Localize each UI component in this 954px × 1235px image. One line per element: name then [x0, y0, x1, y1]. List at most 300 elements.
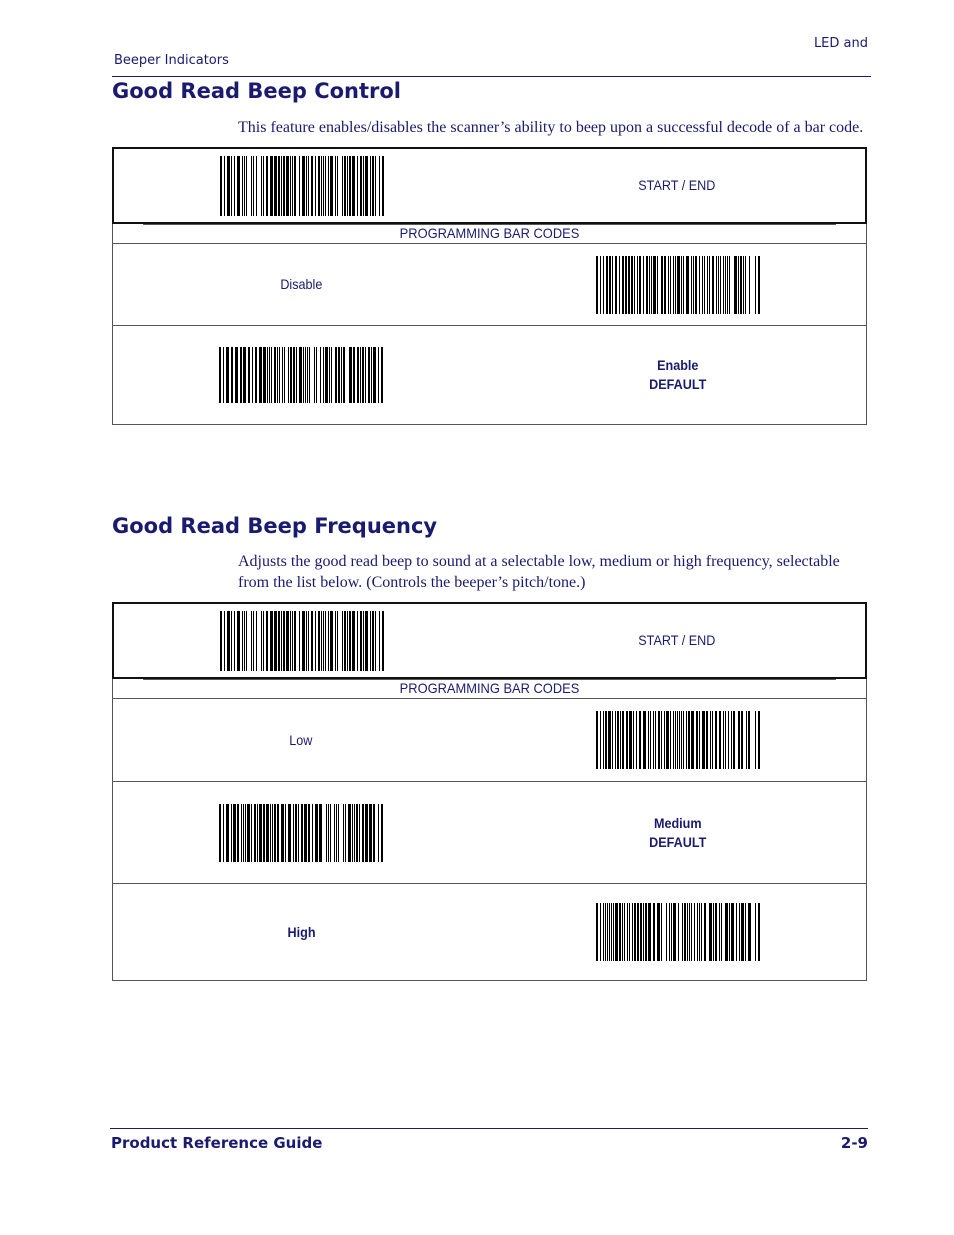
barcode-bar	[277, 347, 278, 403]
barcode-bar	[254, 804, 256, 862]
barcode-bar	[651, 256, 652, 314]
barcode-bar	[311, 156, 313, 216]
barcode-bar	[261, 611, 262, 671]
barcode-bar	[326, 804, 327, 862]
barcode-bar	[292, 611, 293, 671]
barcode-bar	[677, 256, 680, 314]
footer-rule	[110, 1128, 868, 1129]
barcode-bar	[686, 256, 689, 314]
barcode-bar	[293, 804, 294, 862]
barcode-bar	[745, 256, 746, 314]
barcode-bar	[646, 256, 648, 314]
barcode-bar	[234, 156, 235, 216]
barcode-bar	[233, 804, 236, 862]
barcode-bar	[605, 903, 606, 961]
barcode-bar	[755, 903, 756, 961]
barcode-bar	[605, 711, 607, 769]
barcode-bar	[308, 804, 310, 862]
barcode-bar	[719, 903, 720, 961]
start-end-barcode[interactable]	[220, 611, 384, 671]
barcode-bar	[263, 347, 266, 403]
option-default-note-enable: DEFAULT	[649, 376, 707, 392]
barcode-bar	[323, 611, 324, 671]
barcode-bar	[758, 256, 760, 314]
barcode-bar	[274, 611, 277, 671]
barcode-bar	[244, 156, 245, 216]
barcode-bar	[741, 711, 743, 769]
barcode-bar	[721, 903, 722, 961]
barcode-bar	[329, 347, 330, 403]
barcode-bar	[256, 156, 257, 216]
barcode-bar	[755, 711, 756, 769]
barcode-bar	[362, 347, 364, 403]
barcode-bar	[710, 711, 711, 769]
barcode-bar	[328, 611, 329, 671]
start-end-row	[112, 147, 867, 224]
barcode-bar	[723, 256, 724, 314]
barcode-bar	[244, 611, 245, 671]
barcode-bar	[712, 711, 713, 769]
barcode-bar	[670, 256, 671, 314]
barcode-bar	[379, 156, 380, 216]
barcode-bar	[294, 156, 296, 216]
barcode-bar	[304, 804, 307, 862]
start-end-row	[112, 602, 867, 679]
barcode-bar	[622, 256, 624, 314]
barcode-bar	[731, 903, 734, 961]
barcode-bar	[290, 347, 292, 403]
barcode-bar	[243, 804, 244, 862]
barcode-bar	[657, 256, 658, 314]
barcode-bar	[637, 256, 638, 314]
barcode-bar	[344, 156, 346, 216]
barcode-bar	[270, 156, 273, 216]
barcode-bar	[627, 903, 628, 961]
barcode-bar	[673, 711, 674, 769]
barcode-bar	[315, 804, 318, 862]
barcode-bar	[669, 903, 670, 961]
barcode-bar	[363, 611, 364, 671]
barcode-bar	[661, 711, 662, 769]
barcode-bar	[348, 804, 351, 862]
barcode-bar	[740, 256, 742, 314]
medium-barcode[interactable]	[219, 804, 383, 862]
barcode-bar	[643, 711, 646, 769]
barcode-bar	[725, 903, 728, 961]
barcode-bar	[288, 347, 289, 403]
barcode-bar	[603, 903, 604, 961]
start-end-label: START / END	[638, 632, 716, 648]
barcode-bar	[241, 804, 242, 862]
barcode-bar	[671, 903, 672, 961]
barcode-bar	[363, 156, 364, 216]
barcode-bar	[596, 256, 598, 314]
barcode-bar	[636, 711, 637, 769]
barcode-bar	[231, 611, 232, 671]
barcode-bar	[247, 804, 250, 862]
barcode-bar	[749, 256, 750, 314]
barcode-bar	[303, 347, 304, 403]
barcode-bar	[695, 256, 697, 314]
start-end-label-cell	[490, 604, 866, 677]
barcode-bar	[640, 903, 642, 961]
enable-barcode[interactable]	[219, 347, 383, 403]
barcode-bar	[379, 611, 380, 671]
barcode-bar	[673, 256, 674, 314]
barcode-bar	[253, 611, 254, 671]
barcode-bar	[370, 156, 371, 216]
barcode-bar	[684, 903, 686, 961]
barcode-bar	[736, 903, 737, 961]
barcode-bar	[704, 903, 706, 961]
barcode-table-beep-frequency	[112, 602, 867, 981]
barcode-bar	[739, 903, 740, 961]
barcode-bar	[349, 611, 351, 671]
barcode-bar	[716, 256, 717, 314]
barcode-bar	[293, 347, 295, 403]
barcode-bar	[596, 903, 598, 961]
barcode-bar	[245, 804, 246, 862]
footer-page-number: 2-9	[840, 1134, 868, 1152]
barcode-bar	[255, 347, 257, 403]
barcode-bar	[283, 156, 285, 216]
option-row-enable	[113, 325, 866, 424]
barcode-bar	[634, 903, 636, 961]
barcode-bar	[661, 903, 662, 961]
barcode-bar	[360, 156, 362, 216]
barcode-bar	[712, 256, 714, 314]
barcode-table-beep-control	[112, 147, 867, 425]
barcode-bar	[600, 711, 601, 769]
barcode-bar	[269, 347, 270, 403]
barcode-bar	[328, 804, 329, 862]
barcode-bar	[357, 156, 358, 216]
barcode-bar	[311, 611, 313, 671]
barcode-bar	[681, 711, 682, 769]
section-title-beep-control: Good Read Beep Control	[112, 79, 402, 103]
barcode-bar	[720, 256, 721, 314]
barcode-bar	[231, 347, 233, 403]
barcode-bar	[316, 347, 317, 403]
barcode-bar	[629, 711, 632, 769]
barcode-bar	[257, 804, 258, 862]
barcode-bar	[357, 611, 358, 671]
barcode-bar	[325, 347, 328, 403]
barcode-bar	[702, 711, 705, 769]
programming-caption: PROGRAMMING BAR CODES	[143, 679, 836, 698]
barcode-bar	[240, 347, 242, 403]
barcode-bar	[220, 156, 222, 216]
barcode-bar	[349, 347, 352, 403]
barcode-bar	[308, 611, 309, 671]
barcode-bar	[227, 156, 230, 216]
barcode-bar	[234, 611, 235, 671]
barcode-bar	[270, 611, 273, 671]
barcode-bar	[270, 804, 271, 862]
barcode-bar	[331, 347, 332, 403]
barcode-bar	[381, 804, 383, 862]
barcode-bar	[728, 711, 729, 769]
barcode-bar	[272, 804, 273, 862]
barcode-bar	[709, 256, 710, 314]
barcode-bar	[308, 156, 309, 216]
option-row-low	[113, 698, 866, 781]
barcode-bar	[345, 804, 346, 862]
option-label-medium: Medium	[653, 814, 702, 831]
barcode-bar	[266, 156, 268, 216]
barcode-bar	[274, 347, 276, 403]
barcode-bar	[666, 711, 669, 769]
barcode-bar	[370, 611, 371, 671]
barcode-bar	[653, 256, 656, 314]
barcode-bar	[613, 903, 614, 961]
barcode-bar	[743, 256, 744, 314]
barcode-bar	[330, 156, 333, 216]
barcode-bar	[615, 256, 617, 314]
barcode-bar	[706, 711, 708, 769]
barcode-bar	[746, 711, 747, 769]
barcode-bar	[661, 256, 663, 314]
barcode-bar	[709, 903, 712, 961]
barcode-bar	[328, 156, 329, 216]
barcode-bar	[352, 804, 353, 862]
barcode-bar	[687, 903, 688, 961]
option-label-disable: Disable	[280, 276, 323, 292]
section-description-beep-control: This feature enables/disables the scanner’s ability to beep upon a successful decode of a bar code.	[238, 119, 864, 136]
high-barcode[interactable]	[596, 903, 760, 961]
start-end-label-cell	[490, 149, 866, 222]
barcode-bar	[612, 256, 613, 314]
barcode-bar	[622, 711, 624, 769]
barcode-bar	[365, 347, 366, 403]
barcode-bar	[227, 611, 230, 671]
barcode-bar	[360, 347, 361, 403]
barcode-bar	[321, 156, 322, 216]
barcode-bar	[664, 256, 666, 314]
barcode-bar	[286, 611, 289, 671]
barcode-bar	[689, 903, 690, 961]
barcode-bar	[299, 156, 300, 216]
barcode-bar	[634, 256, 635, 314]
barcode-bar	[748, 711, 750, 769]
barcode-bar	[741, 903, 744, 961]
barcode-bar	[637, 903, 639, 961]
barcode-bar	[309, 347, 310, 403]
barcode-bar	[219, 804, 221, 862]
barcode-bar	[725, 256, 726, 314]
start-end-barcode[interactable]	[220, 156, 384, 216]
barcode-bar	[323, 156, 324, 216]
barcode-bar	[675, 256, 676, 314]
barcode-bar	[619, 256, 620, 314]
barcode-bar	[372, 156, 374, 216]
barcode-bar	[224, 611, 225, 671]
barcode-bar	[274, 804, 276, 862]
barcode-bar	[337, 156, 338, 216]
barcode-bar	[294, 611, 296, 671]
barcode-bar	[301, 804, 303, 862]
barcode-bar	[336, 804, 337, 862]
barcode-bar	[219, 347, 221, 403]
barcode-bar	[626, 711, 628, 769]
barcode-bar	[224, 156, 225, 216]
barcode-bar	[242, 611, 243, 671]
barcode-bar	[729, 903, 730, 961]
barcode-bar	[655, 711, 656, 769]
barcode-bar	[284, 347, 285, 403]
barcode-bar	[237, 156, 240, 216]
barcode-bar	[699, 903, 700, 961]
barcode-bar	[658, 711, 660, 769]
barcode-bar	[343, 804, 344, 862]
barcode-bar	[279, 347, 280, 403]
barcode-bar	[625, 256, 627, 314]
barcode-bar	[378, 804, 379, 862]
barcode-bar	[701, 903, 702, 961]
barcode-bar	[342, 156, 343, 216]
barcode-bar	[677, 711, 678, 769]
programming-caption: PROGRAMMING BAR CODES	[143, 224, 836, 243]
barcode-bar	[251, 804, 252, 862]
barcode-bar	[738, 711, 740, 769]
barcode-bar	[302, 156, 305, 216]
barcode-bar	[220, 611, 222, 671]
barcode-bar	[352, 156, 355, 216]
barcode-bar	[282, 347, 283, 403]
header-chapter-text: LED and	[813, 36, 868, 51]
barcode-bar	[632, 903, 633, 961]
barcode-bar	[278, 156, 280, 216]
barcode-bar	[375, 611, 376, 671]
barcode-bar	[299, 611, 300, 671]
barcode-bar	[653, 711, 654, 769]
barcode-bar	[668, 256, 669, 314]
barcode-bar	[624, 903, 625, 961]
barcode-bar	[758, 903, 760, 961]
barcode-bar	[607, 903, 608, 961]
barcode-bar	[237, 611, 240, 671]
barcode-bar	[683, 256, 684, 314]
barcode-bar	[253, 156, 254, 216]
barcode-bar	[734, 256, 737, 314]
barcode-bar	[334, 804, 335, 862]
option-label-medium-wrap	[649, 814, 706, 852]
barcode-bar	[675, 711, 676, 769]
barcode-bar	[617, 711, 619, 769]
low-barcode[interactable]	[596, 711, 760, 769]
barcode-bar	[371, 347, 372, 403]
barcode-bar	[278, 611, 280, 671]
barcode-bar	[643, 256, 644, 314]
barcode-bar	[381, 347, 383, 403]
barcode-bar	[312, 804, 313, 862]
barcode-bar	[758, 711, 760, 769]
barcode-bar	[686, 711, 687, 769]
barcode-bar	[242, 156, 243, 216]
barcode-bar	[365, 156, 368, 216]
barcode-bar	[612, 711, 613, 769]
header-section-text: Beeper Indicators	[114, 53, 229, 68]
option-label-high: High	[287, 923, 316, 940]
barcode-bar	[226, 804, 229, 862]
barcode-bar	[290, 156, 291, 216]
barcode-bar	[347, 156, 348, 216]
barcode-bar	[259, 804, 262, 862]
barcode-bar	[299, 347, 302, 403]
barcode-bar	[325, 611, 326, 671]
barcode-bar	[263, 804, 265, 862]
start-end-barcode-cell	[114, 604, 490, 677]
barcode-bar	[319, 804, 322, 862]
barcode-bar	[359, 804, 360, 862]
barcode-bar	[298, 804, 299, 862]
barcode-bar	[600, 903, 601, 961]
barcode-bar	[314, 347, 315, 403]
barcode-bar	[670, 711, 671, 769]
option-row-disable	[113, 243, 866, 325]
barcode-bar	[691, 256, 692, 314]
barcode-bar	[373, 347, 376, 403]
barcode-bar	[615, 711, 616, 769]
barcode-bar	[645, 903, 647, 961]
barcode-bar	[353, 347, 355, 403]
barcode-bar	[335, 156, 336, 216]
barcode-bar	[639, 711, 641, 769]
barcode-bar	[649, 256, 650, 314]
barcode-bar	[352, 611, 355, 671]
barcode-bar	[657, 903, 660, 961]
barcode-bar	[354, 804, 355, 862]
barcode-bar	[343, 347, 345, 403]
barcode-bar	[683, 711, 684, 769]
barcode-bar	[688, 711, 690, 769]
barcode-bar	[274, 156, 277, 216]
barcode-bar	[323, 347, 324, 403]
barcode-bar	[702, 256, 703, 314]
barcode-bar	[325, 156, 326, 216]
barcode-bar	[281, 804, 284, 862]
barcode-bar	[290, 611, 291, 671]
barcode-bar	[606, 256, 608, 314]
barcode-bar	[259, 347, 262, 403]
barcode-bar	[373, 804, 375, 862]
barcode-bar	[223, 347, 224, 403]
barcode-bar	[306, 156, 307, 216]
barcode-bar	[261, 156, 262, 216]
barcode-bar	[372, 611, 374, 671]
barcode-bar	[315, 156, 316, 216]
barcode-bar	[292, 156, 293, 216]
footer-guide-title: Product Reference Guide	[111, 1134, 323, 1152]
option-row-medium	[113, 781, 866, 883]
barcode-bar	[723, 711, 724, 769]
option-default-note-medium: DEFAULT	[649, 833, 707, 850]
barcode-bar	[337, 611, 338, 671]
barcode-bar	[639, 256, 641, 314]
barcode-bar	[369, 804, 372, 862]
barcode-bar	[715, 903, 717, 961]
barcode-bar	[628, 256, 630, 314]
barcode-bar	[306, 611, 307, 671]
disable-barcode[interactable]	[596, 256, 760, 314]
barcode-bar	[362, 804, 364, 862]
barcode-bar	[263, 611, 264, 671]
barcode-bar	[243, 347, 246, 403]
barcode-bar	[719, 711, 721, 769]
barcode-bar	[368, 347, 370, 403]
barcode-bar	[295, 804, 297, 862]
barcode-bar	[748, 903, 751, 961]
